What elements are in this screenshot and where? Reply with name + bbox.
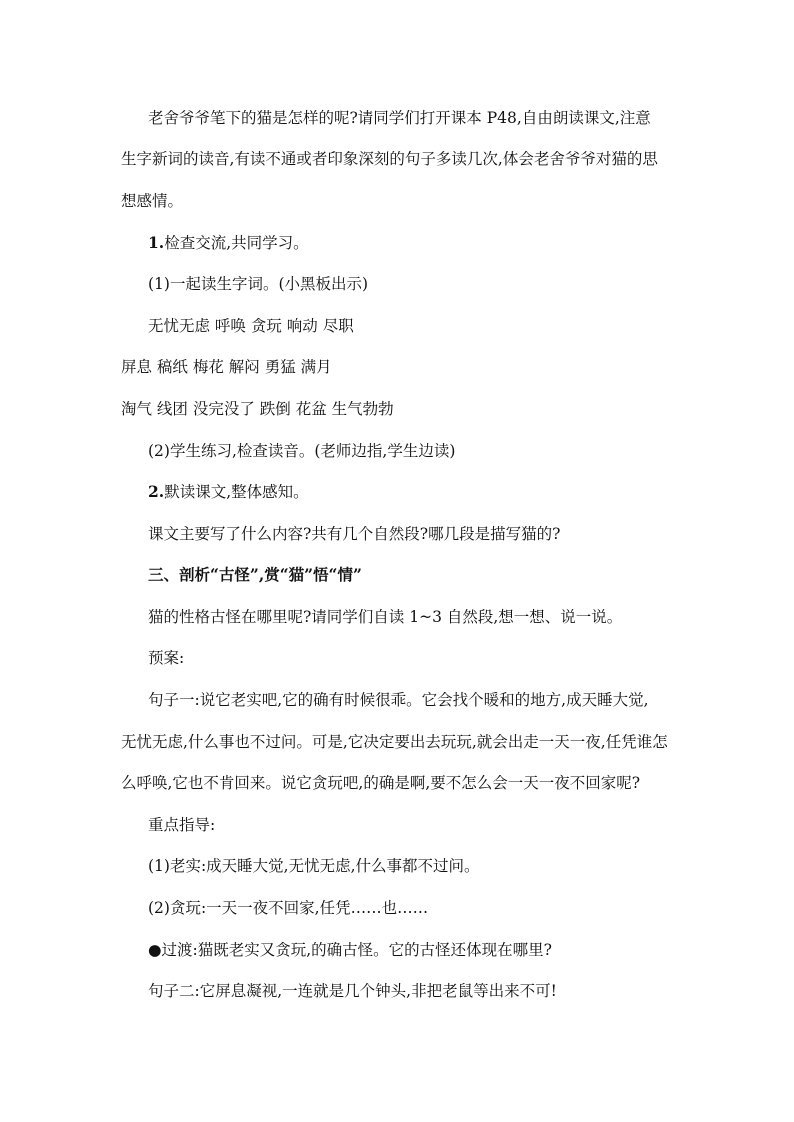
- paragraph-line: 猫的性格古怪在哪里呢?请同学们自读 1~3 自然段,想一想、说一说。: [148, 608, 623, 626]
- paragraph-line: 无忧无虑,什么事也不过问。可是,它决定要出去玩玩,就会出走一天一夜,任凭谁怎: [121, 733, 668, 751]
- step-text: 检查交流,共同学习。: [164, 234, 309, 252]
- paragraph-line: (1)老实:成天睡大觉,无忧无虑,什么事都不过问。: [148, 857, 480, 875]
- paragraph-line: ●过渡:猫既老实又贪玩,的确古怪。它的古怪还体现在哪里?: [148, 941, 552, 959]
- word-list-line: 淘气 线团 没完没了 跌倒 花盆 生气勃勃: [121, 400, 394, 418]
- paragraph-line: 重点指导:: [148, 816, 216, 834]
- step-number: 2.: [148, 482, 165, 501]
- step-heading: [0, 482, 794, 502]
- paragraph-line: (1)一起读生字词。(小黑板出示): [148, 275, 369, 293]
- paragraph-line: 么呼唤,它也不肯回来。说它贪玩吧,的确是啊,要不怎么会一天一夜不回家呢?: [121, 774, 641, 792]
- paragraph-line: (2)贪玩:一天一夜不回家,任凭……也……: [148, 899, 429, 917]
- section-heading: 三、剖析“古怪”,赏“猫”悟“情”: [148, 565, 362, 584]
- paragraph-line: 预案:: [148, 649, 185, 667]
- word-list-line: 屏息 稿纸 梅花 解闷 勇猛 满月: [121, 358, 332, 376]
- paragraph-line: 句子二:它屏息凝视,一连就是几个钟头,非把老鼠等出来不可!: [148, 982, 557, 1000]
- paragraph-line: 课文主要写了什么内容?共有几个自然段?哪几段是描写猫的?: [148, 525, 561, 543]
- paragraph-line: (2)学生练习,检查读音。(老师边指,学生边读): [148, 442, 456, 460]
- step-heading: [0, 233, 794, 253]
- paragraph-line: 老舍爷爷笔下的猫是怎样的呢?请同学们打开课本 P48,自由朗读课文,注意: [148, 109, 651, 127]
- step-text: 默读课文,整体感知。: [164, 483, 309, 501]
- word-list-line: 无忧无虑 呼唤 贪玩 响动 尽职: [148, 317, 354, 335]
- paragraph-line: 想感情。: [121, 192, 184, 210]
- paragraph-line: 生字新词的读音,有读不通或者印象深刻的句子多读几次,体会老舍爷爷对猫的思: [121, 150, 658, 168]
- step-number: 1.: [148, 233, 165, 252]
- paragraph-line: 句子一:说它老实吧,它的确有时候很乖。它会找个暖和的地方,成天睡大觉,: [148, 691, 649, 709]
